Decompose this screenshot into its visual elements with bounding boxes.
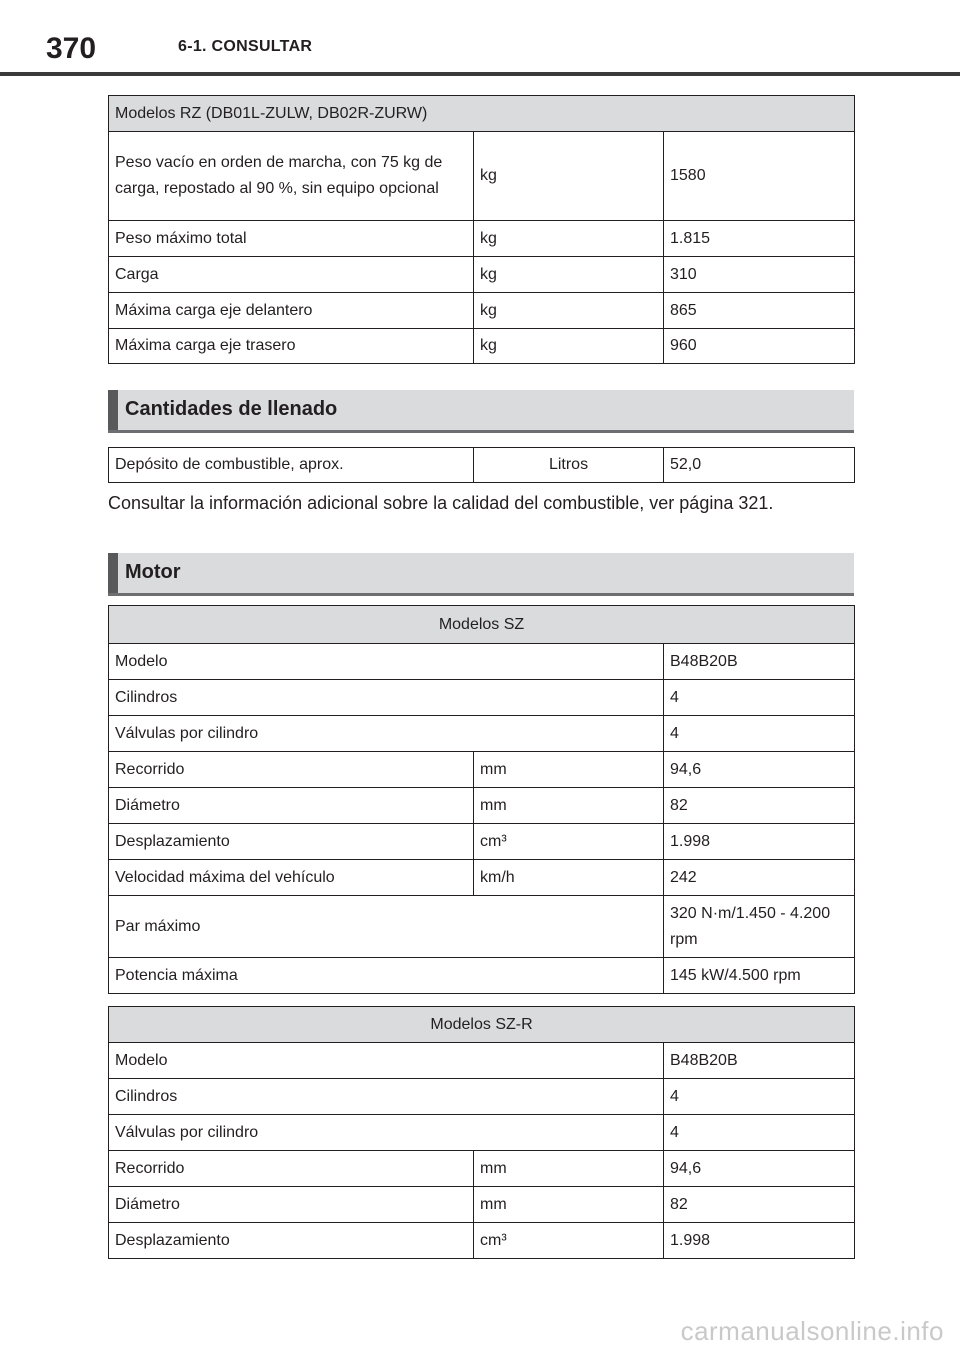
row-label: Cilindros: [109, 680, 664, 716]
section-heading-engine: [108, 553, 854, 596]
row-value: 52,0: [664, 448, 855, 483]
row-label: Diámetro: [109, 788, 474, 824]
row-value: 4: [664, 680, 855, 716]
row-value: 960: [664, 329, 855, 364]
row-value: 145 kW/4.500 rpm: [664, 958, 855, 994]
header-divider: [0, 72, 960, 76]
table-header-row: [109, 96, 855, 132]
row-value: 320 N·m/1.450 - 4.200 rpm: [664, 896, 855, 958]
row-value: 1.998: [664, 824, 855, 860]
table-row: [109, 680, 855, 716]
row-value: 865: [664, 293, 855, 329]
table-title: Modelos SZ-R: [109, 1007, 855, 1043]
table-row: [109, 293, 855, 329]
row-value: B48B20B: [664, 644, 855, 680]
row-unit: mm: [474, 1187, 664, 1223]
row-value: 4: [664, 716, 855, 752]
row-unit: kg: [474, 132, 664, 221]
section-title: Motor: [125, 561, 181, 583]
table-row: [109, 752, 855, 788]
watermark: carmanualsonline.info: [680, 1316, 944, 1346]
table-row: [109, 860, 855, 896]
section-heading-fill-quantities: [108, 390, 854, 433]
row-value: 82: [664, 788, 855, 824]
table-row: [109, 824, 855, 860]
table-row: [109, 896, 855, 958]
row-unit: cm³: [474, 1223, 664, 1259]
row-value: 4: [664, 1115, 855, 1151]
szr-engine-table: [108, 1006, 855, 1259]
table-row: [109, 788, 855, 824]
row-value: 82: [664, 1187, 855, 1223]
section-accent-bar: [108, 553, 118, 593]
row-unit: mm: [474, 752, 664, 788]
row-label: Máxima carga eje trasero: [109, 329, 474, 364]
table-row: [109, 716, 855, 752]
row-label: Desplazamiento: [109, 1223, 474, 1259]
fuel-tank-table: [108, 447, 855, 483]
row-unit: kg: [474, 221, 664, 257]
table-row: [109, 1223, 855, 1259]
chapter-title: 6-1. CONSULTAR: [178, 38, 313, 55]
table-row: [109, 329, 855, 364]
table-row: [109, 1043, 855, 1079]
row-unit: cm³: [474, 824, 664, 860]
table-row: [109, 132, 855, 221]
row-label: Carga: [109, 257, 474, 293]
table-row: [109, 1115, 855, 1151]
row-label: Modelo: [109, 644, 664, 680]
row-value: B48B20B: [664, 1043, 855, 1079]
table-header-row: [109, 606, 855, 644]
row-value: 1.998: [664, 1223, 855, 1259]
row-label: Recorrido: [109, 1151, 474, 1187]
row-label: Cilindros: [109, 1079, 664, 1115]
table-row: [109, 644, 855, 680]
row-label: Válvulas por cilindro: [109, 716, 664, 752]
row-label: Velocidad máxima del vehículo: [109, 860, 474, 896]
table-row: [109, 958, 855, 994]
row-value: 4: [664, 1079, 855, 1115]
sz-engine-table: [108, 605, 855, 994]
row-value: 1580: [664, 132, 855, 221]
row-label: Par máximo: [109, 896, 664, 958]
table-header-row: [109, 1007, 855, 1043]
row-unit: Litros: [474, 448, 664, 483]
table-row: [109, 221, 855, 257]
section-title: Cantidades de llenado: [125, 398, 338, 420]
row-label: Válvulas por cilindro: [109, 1115, 664, 1151]
table-row: [109, 257, 855, 293]
table-row: [109, 1079, 855, 1115]
row-label: Diámetro: [109, 1187, 474, 1223]
page-header: [0, 0, 960, 78]
row-value: 94,6: [664, 1151, 855, 1187]
table-row: [109, 1187, 855, 1223]
row-value: 242: [664, 860, 855, 896]
table-title: Modelos RZ (DB01L-ZULW, DB02R-ZURW): [109, 96, 855, 132]
row-unit: km/h: [474, 860, 664, 896]
row-value: 310: [664, 257, 855, 293]
row-label: Peso máximo total: [109, 221, 474, 257]
row-unit: mm: [474, 1151, 664, 1187]
table-row: [109, 1151, 855, 1187]
row-unit: kg: [474, 257, 664, 293]
row-unit: kg: [474, 329, 664, 364]
row-label: Máxima carga eje delantero: [109, 293, 474, 329]
row-label: Modelo: [109, 1043, 664, 1079]
row-label: Recorrido: [109, 752, 474, 788]
row-label: Peso vacío en orden de marcha, con 75 kg de carga, repostado al 90 %, sin equipo opcional: [109, 132, 474, 221]
table-row: [109, 448, 855, 483]
row-value: 1.815: [664, 221, 855, 257]
row-value: 94,6: [664, 752, 855, 788]
row-label: Desplazamiento: [109, 824, 474, 860]
page-number: 370: [46, 32, 97, 65]
row-label: Potencia máxima: [109, 958, 664, 994]
table-title: Modelos SZ: [109, 606, 855, 644]
row-unit: kg: [474, 293, 664, 329]
rz-weights-table: [108, 95, 855, 364]
section-accent-bar: [108, 390, 118, 430]
row-unit: mm: [474, 788, 664, 824]
row-label: Depósito de combustible, aprox.: [109, 448, 474, 483]
fuel-quality-note: Consultar la información adicional sobre la calidad del combustible, ver página 321.: [108, 493, 774, 513]
